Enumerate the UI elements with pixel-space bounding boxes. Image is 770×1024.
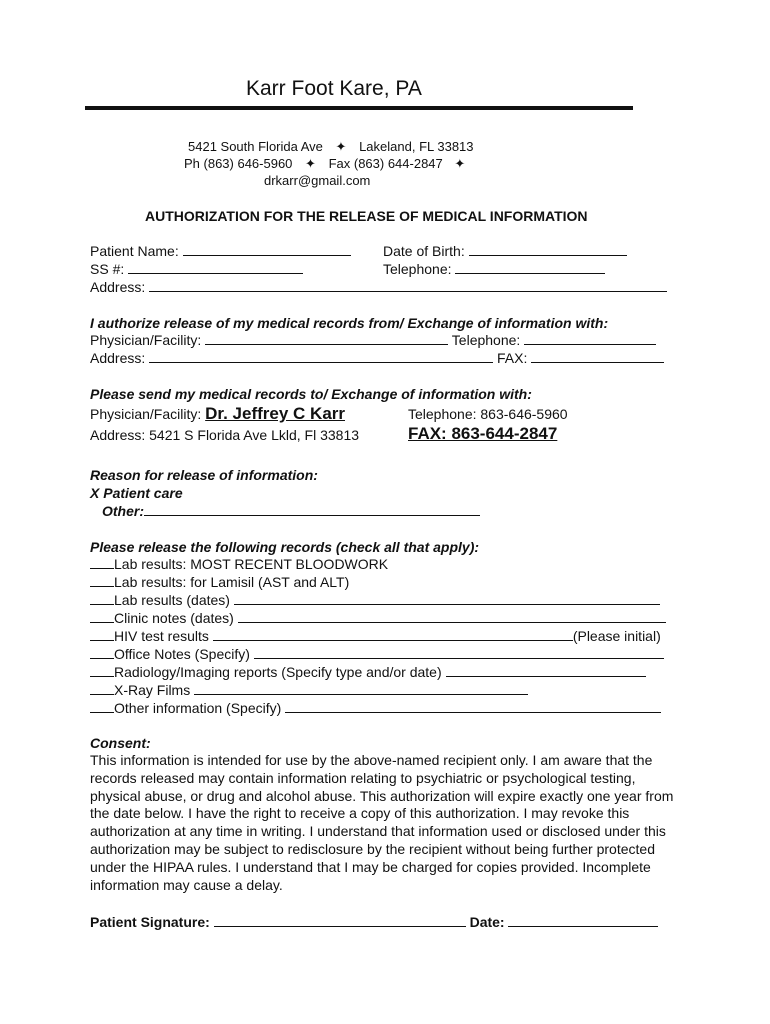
record-item: [90, 682, 528, 698]
record-label: Other information (Specify): [114, 700, 282, 716]
send-to-address: Address: 5421 S Florida Ave Lkld, Fl 33813: [90, 427, 360, 443]
ss-field[interactable]: [128, 261, 303, 274]
ss-row: [90, 261, 303, 277]
send-to-fax: FAX: 863-644-2847: [408, 424, 558, 443]
record-detail-field[interactable]: [213, 628, 573, 641]
record-label: Clinic notes (dates): [114, 610, 234, 626]
hiv-initial-note: (Please initial): [572, 628, 661, 644]
release-from-fax-field[interactable]: [531, 350, 664, 363]
release-from-address-label: Address:: [90, 350, 146, 366]
city-state-zip: Lakeland, FL 33813: [359, 139, 474, 154]
record-item: [90, 592, 660, 608]
record-item: [90, 664, 646, 680]
record-detail-field[interactable]: [285, 700, 661, 713]
record-checkbox[interactable]: [90, 646, 114, 659]
patient-address-row: [90, 279, 667, 295]
record-item: [90, 700, 661, 716]
records-heading: Please release the following records (check all that apply):: [90, 539, 480, 555]
patient-address-label: Address:: [90, 279, 146, 295]
record-checkbox[interactable]: [90, 574, 114, 587]
record-label: Lab results: MOST RECENT BLOODWORK: [114, 556, 389, 572]
send-to-physician-row: [90, 404, 345, 424]
patient-name-label: Patient Name:: [90, 243, 179, 259]
reason-other-row: [102, 503, 480, 519]
send-to-telephone: Telephone: 863-646-5960: [408, 406, 568, 422]
record-detail-field[interactable]: [446, 664, 646, 677]
record-item: [90, 628, 661, 644]
record-detail-field[interactable]: [234, 592, 660, 605]
patient-name-field[interactable]: [183, 243, 351, 256]
release-from-heading: I authorize release of my medical records from/ Exchange of information with:: [90, 315, 609, 331]
record-checkbox[interactable]: [90, 556, 114, 569]
consent-text: This information is intended for use by the above-named recipient only. I am aware that the records released may contain information relating to psychiatric or psychological testing, physical abuse, or drug and alcohol abuse. This authorization will expire exactly one year from the date below. I have the right to receive a copy of this authorization. I may revoke this authorization at any time in writing. I understand that information used or disclosed under this authorization may be subject to redisclosure by the recipient without being further protected under the HIPAA rules. I understand that I may be charged for copies provided. Incomplete information may cause a delay.: [90, 752, 674, 893]
email: drkarr@gmail.com: [264, 173, 371, 188]
reason-patient-care[interactable]: X Patient care: [90, 485, 183, 501]
release-from-address-row: [90, 350, 664, 366]
record-label: Lab results: for Lamisil (AST and ALT): [114, 574, 350, 590]
reason-other-label: Other:: [102, 503, 144, 519]
record-label: X-Ray Films: [114, 682, 191, 698]
dob-row: [383, 243, 627, 259]
record-item: [90, 610, 666, 626]
release-from-telephone-label: Telephone:: [451, 332, 521, 348]
send-to-heading: Please send my medical records to/ Exchange of information with:: [90, 386, 532, 402]
dob-field[interactable]: [469, 243, 627, 256]
record-label: Lab results (dates): [114, 592, 230, 608]
fax-number: Fax (863) 644-2847: [328, 156, 443, 171]
street-address: 5421 South Florida Ave: [188, 139, 323, 154]
header-divider: [85, 106, 633, 110]
signature-label: Patient Signature:: [90, 914, 210, 930]
record-checkbox[interactable]: [90, 610, 114, 623]
record-item: [90, 556, 388, 572]
star-separator-icon: ✦: [305, 156, 316, 171]
reason-other-field[interactable]: [144, 503, 480, 516]
release-from-physician-field[interactable]: [205, 332, 448, 345]
record-checkbox[interactable]: [90, 682, 114, 695]
record-label: Radiology/Imaging reports (Specify type and/or date): [114, 664, 442, 680]
address-line: [188, 139, 474, 155]
record-item: [90, 646, 664, 662]
dob-label: Date of Birth:: [383, 243, 465, 259]
reason-heading: Reason for release of information:: [90, 467, 318, 483]
send-to-physician-label: Physician/Facility:: [90, 406, 202, 422]
star-separator-icon: ✦: [335, 139, 347, 154]
record-detail-field[interactable]: [254, 646, 664, 659]
signature-field[interactable]: [214, 914, 466, 927]
record-item: [90, 574, 349, 590]
record-label: Office Notes (Specify): [114, 646, 250, 662]
star-separator-icon: ✦: [454, 156, 466, 171]
release-from-physician-row: [90, 332, 656, 348]
record-detail-field[interactable]: [238, 610, 666, 623]
send-to-physician-value: Dr. Jeffrey C Karr: [205, 404, 345, 423]
record-checkbox[interactable]: [90, 628, 114, 641]
ss-label: SS #:: [90, 261, 125, 277]
record-checkbox[interactable]: [90, 664, 114, 677]
patient-telephone-field[interactable]: [455, 261, 605, 274]
patient-telephone-label: Telephone:: [383, 261, 452, 277]
release-from-telephone-field[interactable]: [524, 332, 656, 345]
date-field[interactable]: [508, 914, 658, 927]
practice-title: Karr Foot Kare, PA: [246, 77, 422, 100]
phone-number: Ph (863) 646-5960: [184, 156, 293, 171]
contact-line: [184, 156, 465, 172]
consent-heading: Consent:: [90, 735, 151, 751]
release-from-physician-label: Physician/Facility:: [90, 332, 202, 348]
patient-address-field[interactable]: [149, 279, 667, 292]
patient-telephone-row: [383, 261, 605, 277]
release-from-fax-label: FAX:: [497, 350, 528, 366]
form-title: AUTHORIZATION FOR THE RELEASE OF MEDICAL INFORMATION: [145, 208, 588, 224]
patient-name-row: [90, 243, 351, 259]
record-label: HIV test results: [114, 628, 209, 644]
release-from-address-field[interactable]: [149, 350, 493, 363]
signature-row: [90, 914, 658, 930]
date-label: Date:: [469, 914, 505, 930]
record-checkbox[interactable]: [90, 592, 114, 605]
record-checkbox[interactable]: [90, 700, 114, 713]
record-detail-field[interactable]: [194, 682, 528, 695]
